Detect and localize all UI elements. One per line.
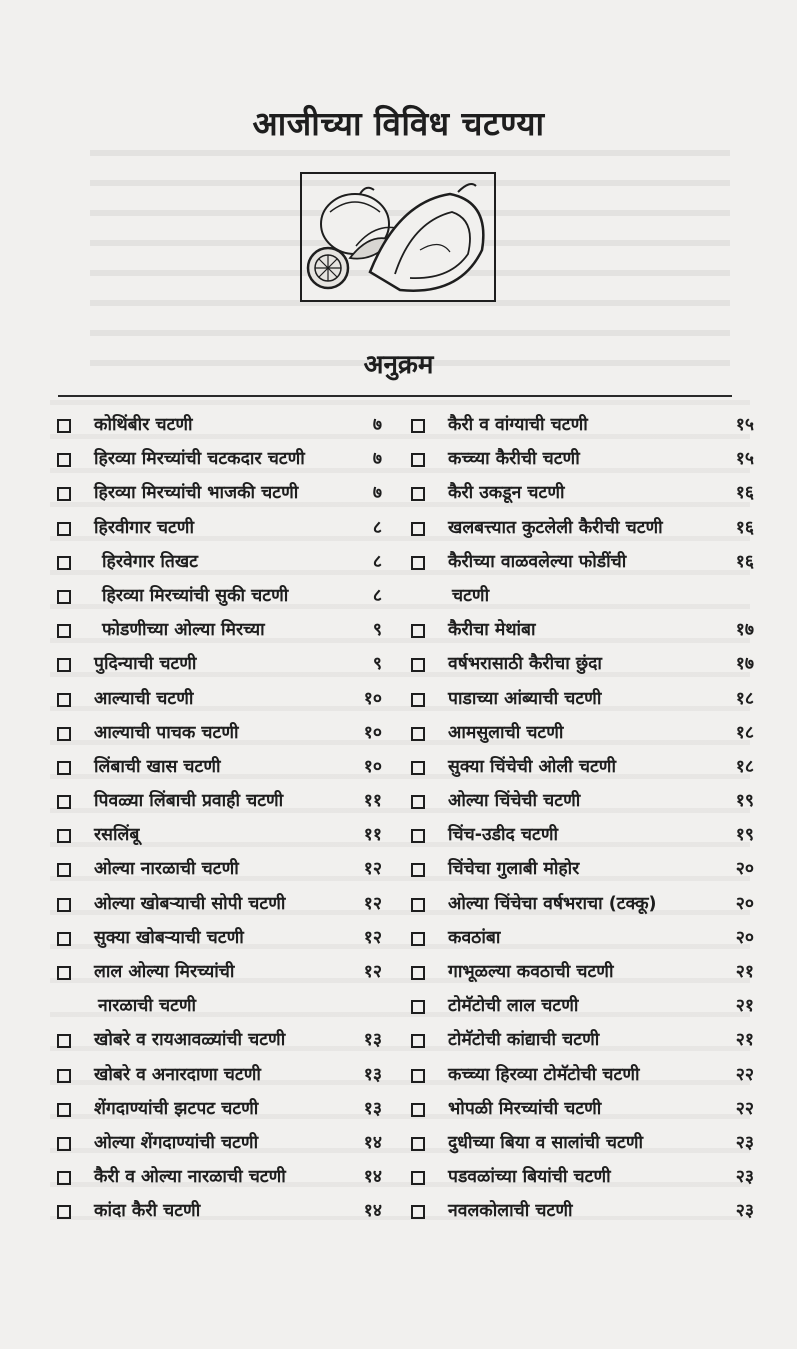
- toc-entry: [54, 1023, 394, 1057]
- toc-entry-label: नारळाची चटणी: [98, 996, 197, 1017]
- toc-entry: [408, 784, 754, 818]
- toc-entry-label: ओल्या खोबऱ्याची सोपी चटणी: [94, 893, 286, 914]
- toc-entry-page-number: १९: [735, 825, 754, 846]
- toc-entry: [54, 750, 394, 784]
- toc-entry-label: टोमॅटोची कांद्याची चटणी: [448, 1030, 600, 1051]
- toc-entry-page-number: १०: [363, 688, 382, 709]
- toc-entry-label: कैरीच्या वाळवलेल्या फोडींची: [448, 551, 627, 572]
- toc-entry-page-number: ८: [372, 585, 382, 606]
- toc-entry-page-number: ७: [372, 483, 382, 504]
- toc-entry: [408, 1058, 754, 1092]
- checkbox-icon: [411, 863, 425, 877]
- toc-entry-label: खोबरे व अनारदाणा चटणी: [94, 1064, 261, 1085]
- toc-entry-page-number: १४: [363, 1167, 382, 1188]
- toc-entry-page-number: १२: [363, 859, 382, 880]
- toc-entry-label: कैरीचा मेथांबा: [448, 620, 536, 641]
- toc-entry-page-number: ८: [372, 517, 382, 538]
- checkbox-icon: [57, 932, 71, 946]
- checkbox-icon: [57, 1205, 71, 1219]
- checkbox-icon: [411, 966, 425, 980]
- toc-entry: [408, 442, 754, 476]
- toc-entry-label: पुदिन्याची चटणी: [94, 654, 197, 675]
- toc-entry: [408, 1092, 754, 1126]
- checkbox-icon: [57, 453, 71, 467]
- toc-entry: [54, 1058, 394, 1092]
- checkbox-icon: [411, 419, 425, 433]
- toc-entry-label: कैरी व वांग्याची चटणी: [448, 415, 588, 435]
- toc-entry: [408, 1023, 754, 1057]
- toc-entry-label: आल्याची चटणी: [94, 688, 194, 709]
- toc-entry: [54, 545, 394, 579]
- toc-entry: [408, 613, 754, 647]
- toc-entry: [54, 784, 394, 818]
- checkbox-icon: [57, 658, 71, 672]
- toc-entry: [408, 921, 754, 955]
- toc-entry-page-number: ९: [372, 620, 382, 641]
- toc-entry-page-number: ८: [372, 551, 382, 572]
- checkbox-icon: [411, 1103, 425, 1117]
- fruit-vegetable-sketch-icon: [300, 172, 496, 302]
- toc-entry: [408, 955, 754, 989]
- toc-entry: [408, 545, 754, 579]
- toc-entry-label: हिरवीगार चटणी: [94, 517, 194, 538]
- toc-entry-label: टोमॅटोची लाल चटणी: [448, 996, 579, 1017]
- checkbox-icon: [411, 693, 425, 707]
- toc-entry-page-number: २१: [735, 962, 754, 982]
- checkbox-icon: [411, 727, 425, 741]
- toc-entry-page-number: १४: [363, 1201, 382, 1222]
- checkbox-icon: [411, 522, 425, 536]
- toc-entry: [54, 511, 394, 545]
- checkbox-icon: [57, 556, 71, 570]
- toc-entry: [408, 887, 754, 921]
- toc-entry: [54, 852, 394, 886]
- toc-entry-page-number: २०: [735, 893, 754, 914]
- toc-entry-page-number: २०: [735, 859, 754, 880]
- toc-entry: [408, 476, 754, 510]
- toc-entry-label: हिरव्या मिरच्यांची भाजकी चटणी: [94, 483, 299, 504]
- checkbox-icon: [411, 898, 425, 912]
- toc-entry-label: गाभूळल्या कवठाची चटणी: [448, 962, 614, 982]
- toc-entry: [408, 682, 754, 716]
- checkbox-icon: [411, 829, 425, 843]
- toc-entry-label: सुक्या खोबऱ्याची चटणी: [94, 927, 244, 948]
- toc-entry-page-number: १२: [363, 962, 382, 982]
- checkbox-icon: [411, 624, 425, 638]
- toc-entry-page-number: ७: [372, 449, 382, 470]
- toc-entry-page-number: २२: [735, 1064, 754, 1085]
- toc-entry-label: पिवळ्या लिंबाची प्रवाही चटणी: [94, 791, 284, 812]
- toc-entry-label: ओल्या नारळाची चटणी: [94, 859, 239, 880]
- checkbox-icon: [411, 1137, 425, 1151]
- checkbox-icon: [411, 556, 425, 570]
- checkbox-icon: [57, 761, 71, 775]
- checkbox-icon: [57, 487, 71, 501]
- checkbox-icon: [411, 658, 425, 672]
- toc-entry: [54, 818, 394, 852]
- toc-entry-page-number: १७: [735, 654, 754, 675]
- toc-entry-label: ओल्या शेंगदाण्यांची चटणी: [94, 1132, 259, 1153]
- toc-entry: [54, 1194, 394, 1228]
- toc-entry: [54, 647, 394, 681]
- toc-entry-label: कांदा कैरी चटणी: [94, 1201, 201, 1222]
- toc-entry: [408, 716, 754, 750]
- toc-entry-label: कवठांबा: [448, 927, 501, 948]
- checkbox-icon: [411, 1000, 425, 1014]
- checkbox-icon: [57, 693, 71, 707]
- toc-entry: [408, 1160, 754, 1194]
- toc-entry-page-number: १६: [735, 517, 754, 538]
- toc-entry-page-number: १३: [363, 1098, 382, 1119]
- toc-entry-label: भोपळी मिरच्यांची चटणी: [448, 1098, 602, 1119]
- toc-entry-page-number: २३: [735, 1167, 754, 1188]
- checkbox-icon: [57, 829, 71, 843]
- toc-entry-page-number: २२: [735, 1098, 754, 1119]
- checkbox-icon: [57, 795, 71, 809]
- checkbox-icon: [57, 863, 71, 877]
- toc-entry-label: आमसुलाची चटणी: [448, 722, 564, 743]
- toc-entry: [408, 989, 754, 1023]
- toc-entry-label: कैरी व ओल्या नारळाची चटणी: [94, 1167, 286, 1188]
- toc-entry-page-number: १६: [735, 483, 754, 504]
- checkbox-icon: [411, 1205, 425, 1219]
- toc-entry-label: खलबत्त्यात कुटलेली कैरीची चटणी: [448, 517, 663, 538]
- toc-entry: [408, 408, 754, 442]
- toc-entry-page-number: २१: [735, 1030, 754, 1051]
- page-title: आजीच्या विविध चटण्या: [252, 104, 545, 143]
- checkbox-icon: [411, 932, 425, 946]
- toc-entry-label: हिरव्या मिरच्यांची सुकी चटणी: [102, 585, 289, 606]
- checkbox-icon: [57, 898, 71, 912]
- toc-entry-page-number: २०: [735, 927, 754, 948]
- checkbox-icon: [57, 966, 71, 980]
- toc-entry: [54, 1126, 394, 1160]
- toc-entry-label: कैरी उकडून चटणी: [448, 483, 565, 504]
- toc-entry-page-number: ९: [372, 654, 382, 675]
- toc-entry-page-number: २१: [735, 996, 754, 1017]
- checkbox-icon: [57, 624, 71, 638]
- toc-entry: [408, 511, 754, 545]
- toc-entry-page-number: १३: [363, 1064, 382, 1085]
- toc-entry: [54, 887, 394, 921]
- toc-entry-label: चिंचेचा गुलाबी मोहोर: [448, 859, 580, 880]
- toc-entry-label: चटणी: [452, 585, 490, 606]
- toc-entry: [408, 750, 754, 784]
- toc-entry-label: फोडणीच्या ओल्या मिरच्या: [102, 620, 265, 641]
- checkbox-icon: [57, 419, 71, 433]
- checkbox-icon: [57, 522, 71, 536]
- toc-column-left: [54, 408, 394, 1229]
- toc-entry: [54, 989, 394, 1023]
- toc-entry-page-number: १६: [735, 551, 754, 572]
- toc-entry-page-number: १७: [735, 620, 754, 641]
- checkbox-icon: [411, 795, 425, 809]
- toc-entry-page-number: १३: [363, 1030, 382, 1051]
- toc-entry: [54, 1160, 394, 1194]
- toc-entry-page-number: ७: [372, 415, 382, 435]
- checkbox-icon: [411, 1171, 425, 1185]
- checkbox-icon: [411, 487, 425, 501]
- toc-entry-label: लाल ओल्या मिरच्यांची: [94, 962, 235, 982]
- toc-entry: [54, 613, 394, 647]
- checkbox-icon: [411, 1069, 425, 1083]
- toc-entry: [408, 1194, 754, 1228]
- toc-entry-label: दुधीच्या बिया व सालांची चटणी: [448, 1132, 644, 1153]
- toc-entry-page-number: १०: [363, 756, 382, 777]
- checkbox-icon: [57, 1069, 71, 1083]
- checkbox-icon: [57, 1171, 71, 1185]
- toc-entry-label: आल्याची पाचक चटणी: [94, 722, 239, 743]
- checkbox-icon: [57, 727, 71, 741]
- toc-entry-label: ओल्या चिंचेचा वर्षभराचा (टक्कू): [448, 893, 657, 914]
- toc-entry-label: चिंच-उडीद चटणी: [448, 825, 559, 846]
- toc-entry-label: वर्षभरासाठी कैरीचा छुंदा: [448, 654, 602, 675]
- heading-rule: [58, 395, 732, 397]
- toc-entry: [54, 682, 394, 716]
- toc-entry-label: रसलिंबू: [94, 825, 140, 846]
- toc-entry-label: कच्च्या कैरीची चटणी: [448, 449, 580, 470]
- toc-entry-page-number: १२: [363, 927, 382, 948]
- toc-entry-label: कोथिंबीर चटणी: [94, 415, 193, 435]
- toc-entry-page-number: ११: [363, 791, 382, 812]
- toc-entry-page-number: १९: [735, 791, 754, 812]
- toc-entry-page-number: १०: [363, 722, 382, 743]
- toc-entry-label: पाडाच्या आंब्याची चटणी: [448, 688, 602, 709]
- toc-entry: [54, 408, 394, 442]
- toc-entry-page-number: १८: [735, 722, 754, 743]
- checkbox-icon: [411, 761, 425, 775]
- checkbox-icon: [411, 453, 425, 467]
- toc-entry-label: लिंबाची खास चटणी: [94, 756, 221, 777]
- toc-entry: [54, 442, 394, 476]
- toc-entry-page-number: १२: [363, 893, 382, 914]
- toc-entry-label: शेंगदाण्यांची झटपट चटणी: [94, 1098, 259, 1119]
- toc-heading: अनुक्रम: [363, 350, 434, 380]
- toc-entry-label: हिरवेगार तिखट: [102, 551, 198, 572]
- toc-entry-page-number: २३: [735, 1201, 754, 1222]
- toc-entry-page-number: २३: [735, 1132, 754, 1153]
- toc-entry-page-number: १५: [735, 415, 754, 435]
- toc-entry-label: नवलकोलाची चटणी: [448, 1201, 573, 1222]
- toc-entry: [408, 1126, 754, 1160]
- toc-entry: [54, 1092, 394, 1126]
- toc-entry-page-number: १८: [735, 756, 754, 777]
- toc-entry-label: पडवळांच्या बियांची चटणी: [448, 1167, 611, 1188]
- toc-entry: [408, 579, 748, 613]
- toc-entry-label: खोबरे व रायआवळ्यांची चटणी: [94, 1030, 286, 1051]
- toc-entry-label: सुक्या चिंचेची ओली चटणी: [448, 756, 616, 777]
- toc-entry-label: हिरव्या मिरच्यांची चटकदार चटणी: [94, 449, 305, 470]
- toc-entry: [54, 955, 394, 989]
- toc-entry-page-number: १४: [363, 1132, 382, 1153]
- toc-entry: [54, 476, 394, 510]
- toc-entry-page-number: १८: [735, 688, 754, 709]
- checkbox-icon: [57, 1137, 71, 1151]
- toc-entry: [54, 579, 394, 613]
- toc-column-right: [408, 408, 754, 1229]
- toc-entry-page-number: १५: [735, 449, 754, 470]
- toc-entry-page-number: ११: [363, 825, 382, 846]
- toc-entry: [54, 716, 394, 750]
- checkbox-icon: [411, 1034, 425, 1048]
- toc-entry-label: कच्च्या हिरव्या टोमॅटोची चटणी: [448, 1064, 640, 1085]
- toc-entry: [408, 852, 754, 886]
- checkbox-icon: [57, 590, 71, 604]
- toc-entry-label: ओल्या चिंचेची चटणी: [448, 791, 581, 812]
- toc-entry: [408, 647, 754, 681]
- toc-entry: [54, 921, 394, 955]
- toc-entry: [408, 818, 754, 852]
- checkbox-icon: [57, 1103, 71, 1117]
- checkbox-icon: [57, 1034, 71, 1048]
